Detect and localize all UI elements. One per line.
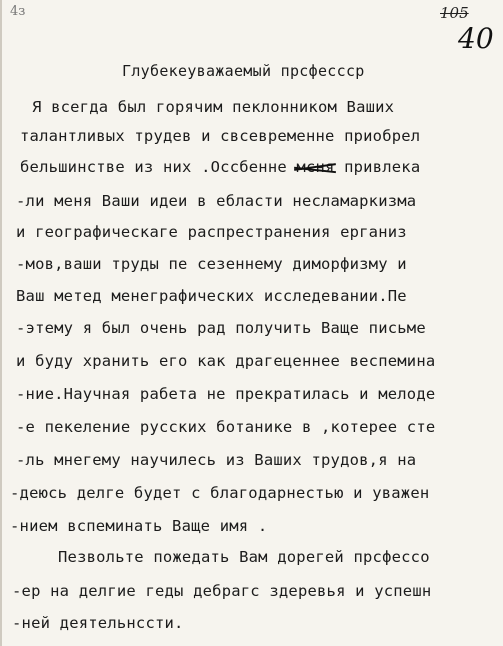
line-text: -ние.Научная рабета не прекратилась и мелоде bbox=[16, 385, 436, 403]
body-line bbox=[16, 352, 435, 370]
line-text: -ней деятельнссти. bbox=[12, 614, 184, 632]
line-text: -ли меня Ваши идеи в ебласти несламаркизма bbox=[16, 192, 417, 210]
line-text: привлека bbox=[334, 158, 421, 176]
line-text: талантливых трудев и свсевременне приобрел bbox=[20, 127, 421, 145]
line-text: -этему я был очень рад получить Ваще письме bbox=[16, 319, 426, 337]
body-line bbox=[12, 582, 431, 600]
line-text: Ваш метед менеграфических иcследевании.Пе bbox=[16, 287, 407, 305]
line-text: и географическаге распрестранения ерганиз bbox=[16, 223, 407, 241]
body-line bbox=[20, 127, 420, 145]
body-line bbox=[58, 548, 430, 566]
body-line bbox=[32, 98, 394, 116]
line-text: Я всегда был горячим пеклонником Ваших bbox=[32, 98, 395, 116]
body-line bbox=[10, 484, 429, 502]
line-text: Пезвольте пожедать Вам дорегей прсфессо bbox=[58, 548, 430, 566]
body-line bbox=[16, 255, 407, 273]
body-line bbox=[16, 319, 426, 337]
line-text: -ер на делгие геды дебрагс здеревья и успешн bbox=[12, 582, 432, 600]
body-line bbox=[16, 451, 416, 469]
line-text: и буду хранить его как драгеценнее веспемина bbox=[16, 352, 436, 370]
body-line bbox=[16, 418, 435, 436]
line-text: бельшинстве из них .Оссбенне bbox=[20, 158, 297, 176]
line-text: -мов,ваши труды пе сезеннему диморфизму и bbox=[16, 255, 407, 273]
body-line bbox=[12, 614, 184, 632]
body-line bbox=[20, 158, 420, 176]
struck-word: мсня bbox=[296, 158, 335, 176]
line-text: -е пекеление русских ботанике в ,котерее сте bbox=[16, 418, 436, 436]
body-line bbox=[16, 385, 435, 403]
handwritten-page-number: 40 bbox=[458, 22, 494, 55]
line-text: -нием вспеминать Ваще имя . bbox=[10, 517, 268, 535]
salutation: Глубекеуважаемый прсфессср bbox=[122, 62, 365, 80]
body-line bbox=[16, 223, 407, 241]
crossed-out-page-number: 105 bbox=[440, 4, 469, 22]
line-text: -ль мнегему научилесь из Ваших трудов,я на bbox=[16, 451, 417, 469]
body-line bbox=[10, 517, 267, 535]
line-text: -деюсь делге будет с благодарнестью и уважен bbox=[10, 484, 430, 502]
body-line bbox=[16, 192, 416, 210]
margin-note: 4з bbox=[10, 4, 26, 19]
body-line bbox=[16, 287, 407, 305]
